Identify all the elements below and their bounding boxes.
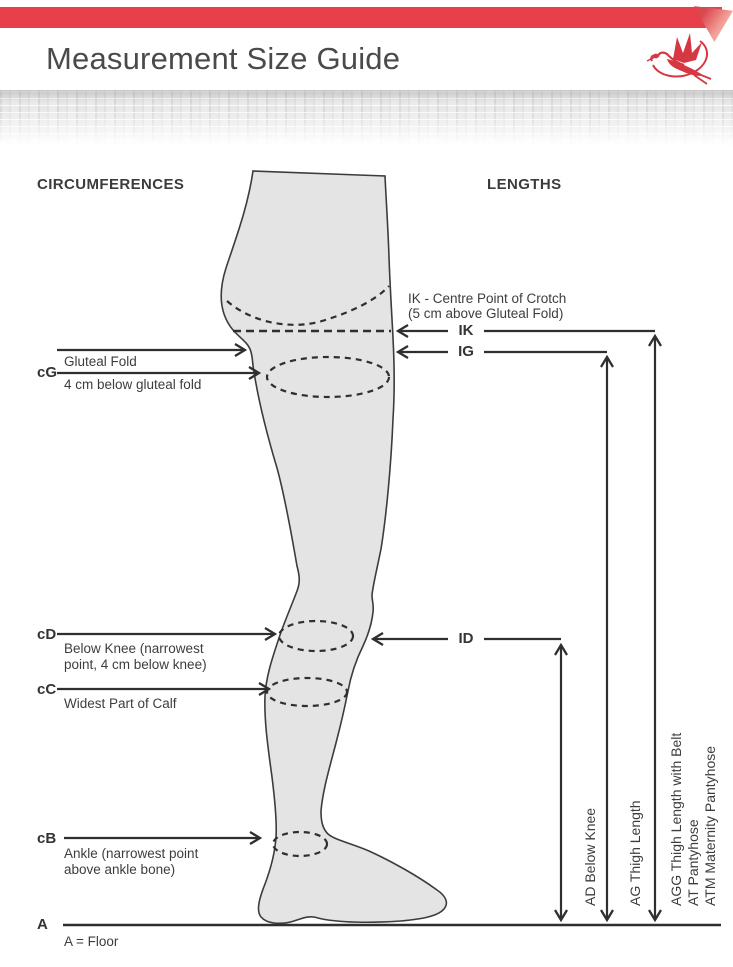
cb-code: cB bbox=[37, 830, 57, 847]
page-title: Measurement Size Guide bbox=[46, 41, 401, 76]
agg-length-label-group bbox=[668, 733, 719, 906]
floor-label: A = Floor bbox=[64, 934, 119, 949]
cb-label: Ankle (narrowest point above ankle bone) bbox=[64, 846, 199, 877]
cg-code: cG bbox=[37, 364, 58, 381]
cd-code: cD bbox=[37, 626, 57, 643]
circumferences-heading: CIRCUMFERENCES bbox=[37, 176, 185, 193]
agg-length-line1: AGG Thigh Length with Belt bbox=[668, 732, 684, 906]
ad-length-label: AD Below Knee bbox=[582, 807, 598, 906]
ag-length-label: AG Thigh Length bbox=[627, 800, 643, 906]
gluteal-fold-label: Gluteal Fold bbox=[64, 354, 137, 369]
agg-length-line2: AT Pantyhose bbox=[685, 819, 701, 906]
cc-label: Widest Part of Calf bbox=[64, 696, 177, 711]
cc-code: cC bbox=[37, 681, 57, 698]
id-code: ID bbox=[458, 630, 474, 647]
cd-label: Below Knee (narrowest point, 4 cm below knee) bbox=[64, 641, 207, 672]
cg-label: 4 cm below gluteal fold bbox=[64, 377, 202, 392]
floor-code: A bbox=[37, 916, 48, 933]
lengths-heading: LENGTHS bbox=[487, 176, 562, 193]
agg-length-line3: ATM Maternity Pantyhose bbox=[702, 745, 718, 906]
ik-note-line2: (5 cm above Gluteal Fold) bbox=[408, 306, 564, 321]
ik-code: IK bbox=[458, 322, 474, 339]
leg-outline bbox=[221, 171, 446, 923]
ig-code: IG bbox=[458, 343, 474, 360]
ik-note-line1: IK - Centre Point of Crotch bbox=[408, 291, 567, 306]
